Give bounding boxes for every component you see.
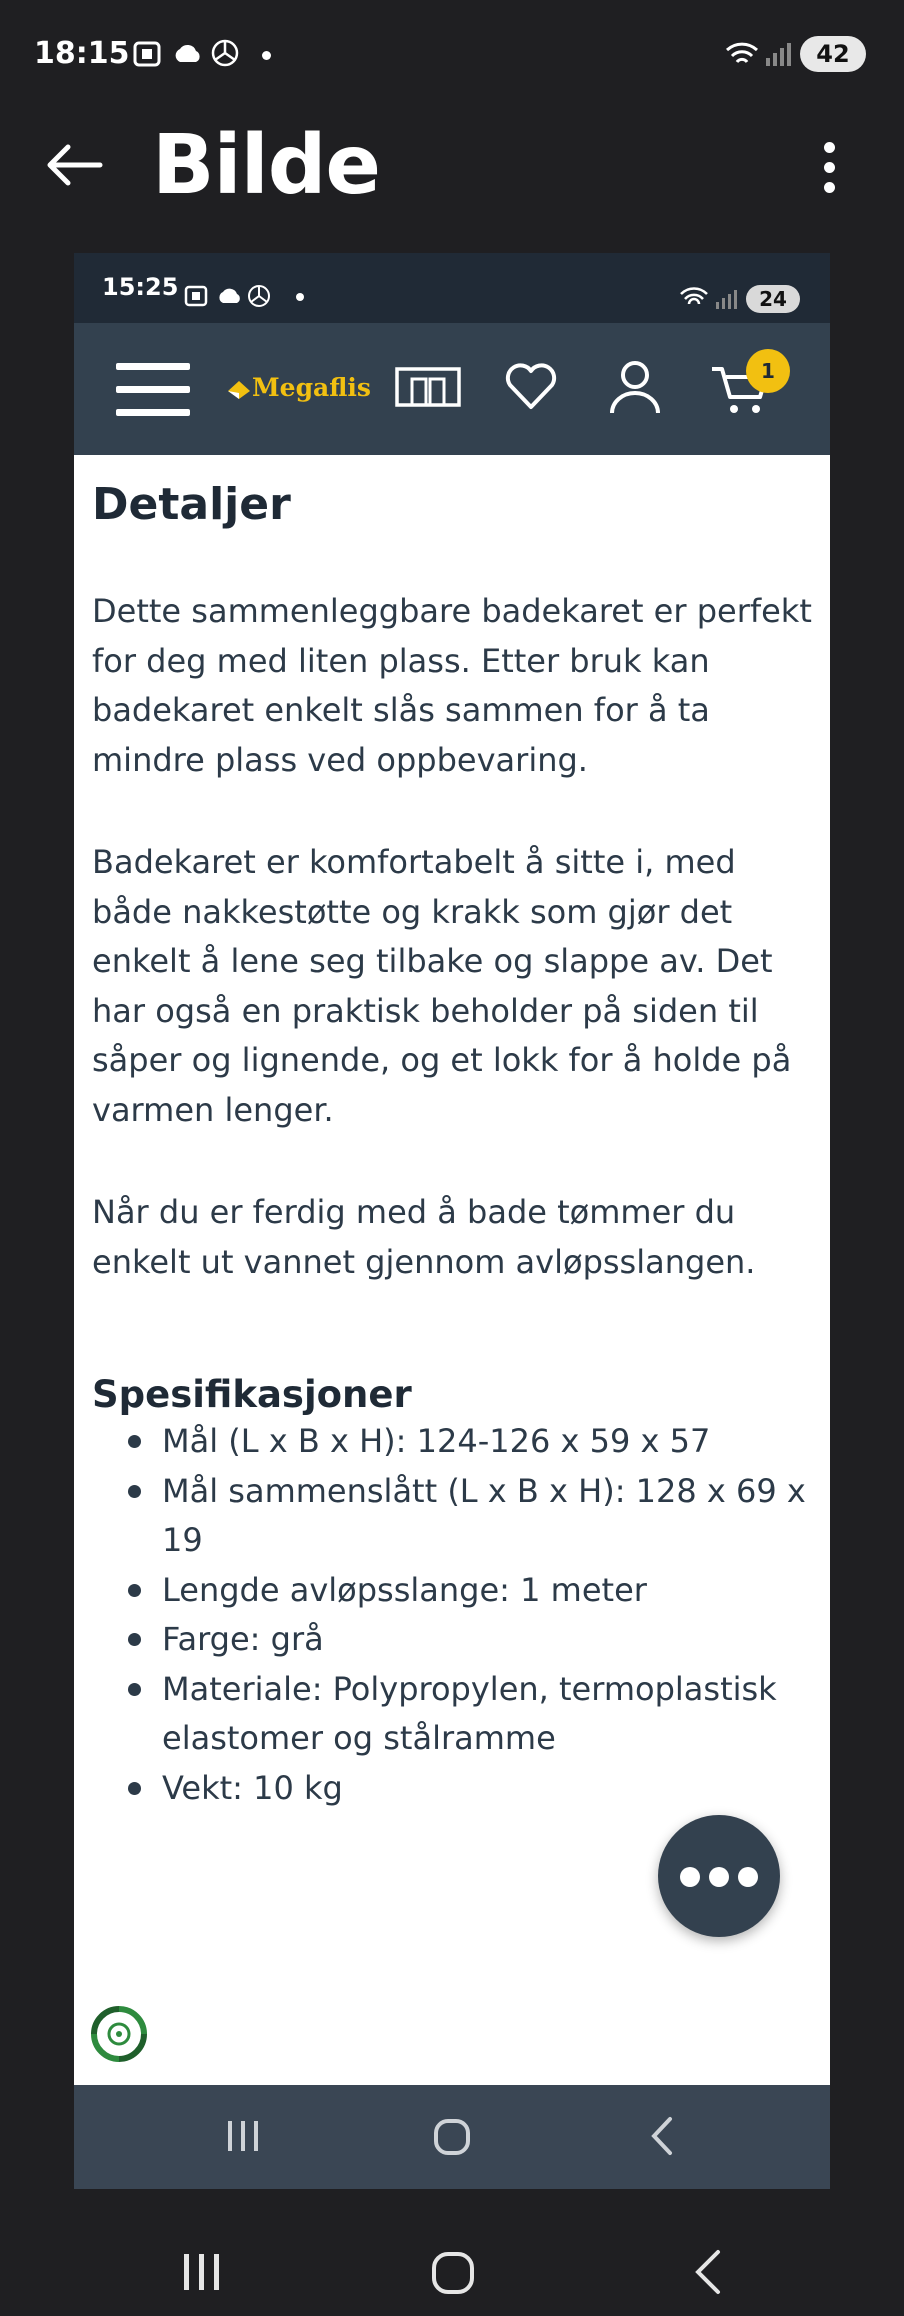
inner-battery-indicator: 24 (746, 285, 800, 313)
screenshot-icon (132, 40, 162, 68)
notification-dot-icon (262, 51, 271, 60)
heart-icon[interactable] (504, 361, 558, 411)
arrow-left-icon (50, 147, 100, 183)
page-title: Bilde (152, 118, 381, 213)
spec-item: Mål sammenslått (L x B x H): 128 x 69 x 19 (92, 1467, 822, 1566)
menu-icon[interactable] (116, 361, 190, 419)
wifi-icon (724, 40, 762, 70)
battery-indicator: 42 (800, 36, 866, 72)
showroom-icon[interactable] (394, 365, 462, 409)
cloud-icon (172, 40, 202, 66)
home-icon (432, 2117, 472, 2157)
signal-icon (764, 40, 792, 68)
description-paragraph: Dette sammenleggbare badekaret er perfekt for deg med liten plass. Etter bruk kan badekaret enkelt slås sammen for å ta mindre plass ved oppbevaring. (92, 592, 812, 779)
user-icon[interactable] (608, 359, 662, 415)
signal-icon (714, 287, 738, 311)
details-heading: Detaljer (92, 479, 291, 530)
screenshot-icon (184, 285, 208, 307)
recent-apps-button[interactable] (180, 2252, 224, 2292)
spec-item: Mål (L x B x H): 124-126 x 59 x 57 (92, 1417, 822, 1467)
recycle-icon (88, 2003, 150, 2065)
inner-status-bar (74, 253, 830, 323)
more-options-button[interactable] (810, 138, 850, 198)
specifications-heading: Spesifikasjoner (92, 1373, 412, 1416)
mercedes-icon (210, 38, 240, 68)
inner-navigation-bar (74, 2085, 830, 2189)
back-icon (646, 2115, 676, 2157)
logo-mark-icon (228, 379, 250, 399)
site-header (74, 323, 830, 455)
wifi-icon (678, 285, 710, 311)
site-logo[interactable]: Megaflis (252, 373, 372, 402)
back-nav-button[interactable] (690, 2248, 724, 2296)
system-navigation-bar (0, 2216, 904, 2316)
more-actions-button[interactable] (658, 1815, 780, 1937)
spec-item: Vekt: 10 kg (92, 1764, 822, 1814)
specifications-list (92, 1417, 822, 1813)
back-button[interactable] (40, 130, 110, 200)
inner-status-time: 15:25 (102, 273, 179, 301)
spec-item: Farge: grå (92, 1615, 822, 1665)
status-bar (0, 0, 904, 110)
notification-dot-icon (296, 293, 304, 301)
cart-count-badge: 1 (746, 349, 790, 393)
cloud-icon (216, 285, 242, 307)
status-time: 18:15 (34, 36, 130, 71)
screenshot-image (74, 253, 830, 2189)
home-button[interactable] (430, 2250, 476, 2296)
description-paragraph: Når du er ferdig med å bade tømmer du enkelt ut vannet gjennom avløpsslangen. (92, 1193, 756, 1281)
spec-item: Materiale: Polypropylen, termoplastisk elastomer og stålramme (92, 1665, 822, 1764)
spec-item: Lengde avløpsslange: 1 meter (92, 1566, 822, 1616)
mercedes-icon (246, 283, 272, 309)
recent-apps-icon (224, 2119, 262, 2153)
description-paragraph: Badekaret er komfortabelt å sitte i, med både nakkestøtte og krakk som gjør det enkelt å lene seg tilbake og slappe av. Det har også en praktisk beholder på siden til såper og lignende, og et lokk for å holde på varmen lenger. (92, 843, 792, 1129)
